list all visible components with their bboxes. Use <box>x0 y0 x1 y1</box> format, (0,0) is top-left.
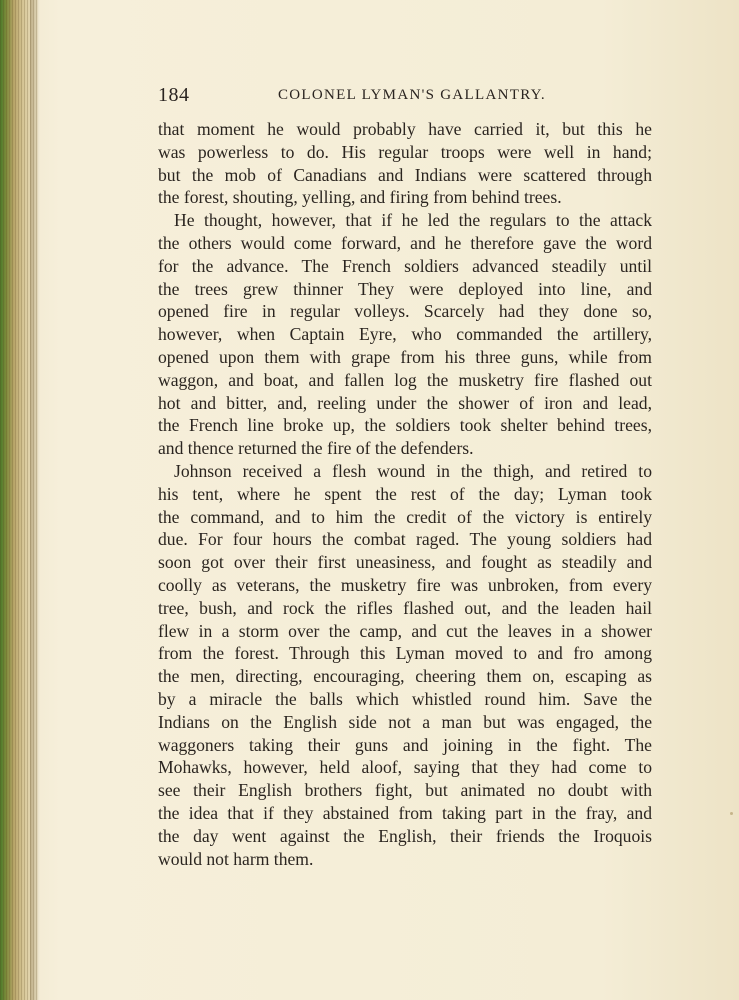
text-line: the command, and to him the credit of the victory is entirely <box>158 506 652 527</box>
text-line: opened fire in regular volleys. Scarcely had they done so, <box>158 301 652 322</box>
gutter-shadow <box>30 0 40 1000</box>
text-line: the trees grew thinner They were deployed into line, and <box>158 278 652 299</box>
text-line: flew in a storm over the camp, and cut the leaves in a shower <box>158 620 652 641</box>
page-number: 184 <box>158 84 190 106</box>
text-line: but the mob of Canadians and Indians were scattered through <box>158 164 652 185</box>
text-line: Johnson received a flesh wound in the thigh, and retired to <box>174 460 652 481</box>
text-line: by a miracle the balls which whistled round him. Save the <box>158 688 652 709</box>
text-line: would not harm them. <box>158 848 314 869</box>
text-line: his tent, where he spent the rest of the day; Lyman took <box>158 483 652 504</box>
text-line: however, when Captain Eyre, who commanded the artillery, <box>158 324 652 345</box>
text-line: soon got over their first uneasiness, and fought as steadily and <box>158 552 652 573</box>
text-line: the French line broke up, the soldiers took shelter behind trees, <box>158 415 652 436</box>
text-line: that moment he would probably have carried it, but this he <box>158 119 652 139</box>
text-line: see their English brothers fight, but animated no doubt with <box>158 780 652 801</box>
text-line: the day went against the English, their friends the Iroquois <box>158 825 652 846</box>
text-line: from the forest. Through this Lyman moved to and fro among <box>158 643 652 664</box>
text-line: He thought, however, that if he led the regulars to the attack <box>174 210 652 231</box>
text-line: for the advance. The French soldiers advanced steadily until <box>158 255 652 276</box>
text-line: the men, directing, encouraging, cheering them on, escaping as <box>158 666 652 687</box>
text-line: opened upon them with grape from his three guns, while from <box>158 346 652 367</box>
text-line: Mohawks, however, held aloof, saying that they had come to <box>158 757 652 778</box>
text-line: Indians on the English side not a man but was engaged, the <box>158 711 652 732</box>
text-line: the others would come forward, and he therefore gave the word <box>158 232 652 253</box>
chapter-heading: COLONEL LYMAN'S GALLANTRY. <box>278 87 546 103</box>
text-line: due. For four hours the combat raged. The young soldiers had <box>158 529 652 550</box>
body-text <box>158 118 652 870</box>
text-line: the idea that if they abstained from taking part in the fray, and <box>158 802 652 823</box>
text-line: coolly as veterans, the musketry fire was unbroken, from every <box>158 574 652 595</box>
paper-speck <box>730 812 733 815</box>
text-line: waggoners taking their guns and joining in the fight. The <box>158 734 652 755</box>
text-line: and thence returned the fire of the defenders. <box>158 438 474 459</box>
running-head <box>158 84 652 106</box>
text-line: hot and bitter, and, reeling under the shower of iron and lead, <box>158 392 652 413</box>
text-line: was powerless to do. His regular troops were well in hand; <box>158 141 652 162</box>
text-line: tree, bush, and rock the rifles flashed out, and the leaden hail <box>158 597 652 618</box>
text-line: the forest, shouting, yelling, and firing from behind trees. <box>158 187 562 208</box>
text-line: waggon, and boat, and fallen log the musketry fire flashed out <box>158 369 652 390</box>
